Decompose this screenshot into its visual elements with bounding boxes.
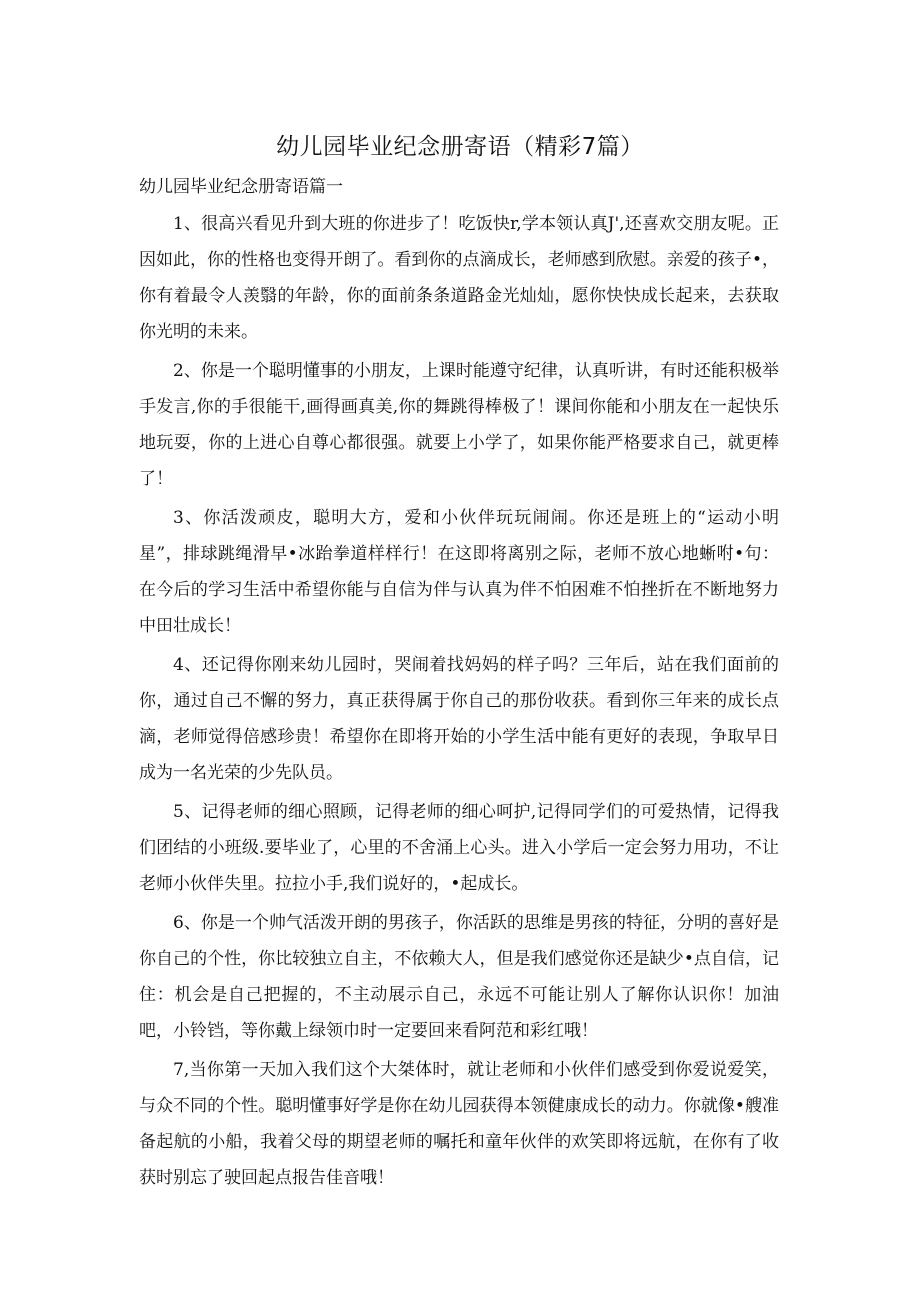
paragraph-7: 7,当你第一天加入我们这个大桀体时，就让老师和小伙伴们感受到你爱说爱笑，与众不同的个性。聪明懂事好学是你在幼儿园获得本领健康成长的动力。你就像•艘准备起航的小船，我着父母的期望老师的嘱托和童年伙伴的欢笑即将远航，在你有了收获时别忘了驶回起点报告佳音哦！ [139, 1060, 779, 1188]
document-body [139, 206, 779, 1199]
paragraph-4: 4、还记得你刚来幼儿园时，哭闹着找妈妈的样子吗？三年后，站在我们面前的你，通过自己不懈的努力，真正获得属于你自己的那份收获。看到你三年来的成长点滴，老师觉得倍感珍贵！希望你在即将开始的小学生活中能有更好的表现，争取早日成为一名光荣的少先队员。 [139, 655, 779, 783]
paragraph-3: 3、你活泼顽皮，聪明大方，爱和小伙伴玩玩闹闹。你还是班上的“运动小明星”，排球跳绳滑早•冰跆拳道样样行！在这即将离别之际，老师不放心地蜥咐•句：在今后的学习生活中希望你能与自信为伴与认真为伴不怕困难不怕挫折在不断地努力中田壮成长！ [139, 508, 779, 636]
section-heading: 幼儿园毕业纪念册寄语篇一 [139, 177, 343, 197]
paragraph-2: 2、你是一个聪明懂事的小朋友，上课时能遵守纪律，认真听讲，有时还能积极举手发言,你的手很能干,画得画真美,你的舞跳得棒极了！课间你能和小朋友在一起快乐地玩耍，你的上进心自尊心都很强。就要上小学了，如果你能严格要求自己，就更棒了！ [139, 361, 779, 489]
paragraph-5: 5、记得老师的细心照顾，记得老师的细心呵护,记得同学们的可爱热情，记得我们团结的小班级.要毕业了，心里的不舍涌上心头。进入小学后一定会努力用功，不让老师小伙伴失里。拉拉小手,我们说好的，•起成长。 [139, 802, 779, 894]
paragraph-6: 6、你是一个帅气活泼开朗的男孩子，你活跃的思维是男孩的特征，分明的喜好是你自己的个性，你比较独立自主，不依赖大人，但是我们感觉你还是缺少•点自信，记住：机会是自己把握的，不主动展示自己，永远不可能让别人了解你认识你！加油吧，小铃铛，等你戴上绿领巾时一定要回来看阿范和彩红哦！ [139, 913, 779, 1041]
paragraph-1: 1、很高兴看见升到大班的你进步了！吃饭快r,学本领认真J',还喜欢交朋友呢。正因如此，你的性格也变得开朗了。看到你的点滴成长，老师感到欣慰。亲爱的孩子•，你有着最令人羡翳的年龄，你的面前条条道路金光灿灿，愿你快快成长起来，去获取你光明的未来。 [139, 214, 779, 342]
document-title: 幼儿园毕业纪念册寄语（精彩7篇） [276, 134, 644, 160]
